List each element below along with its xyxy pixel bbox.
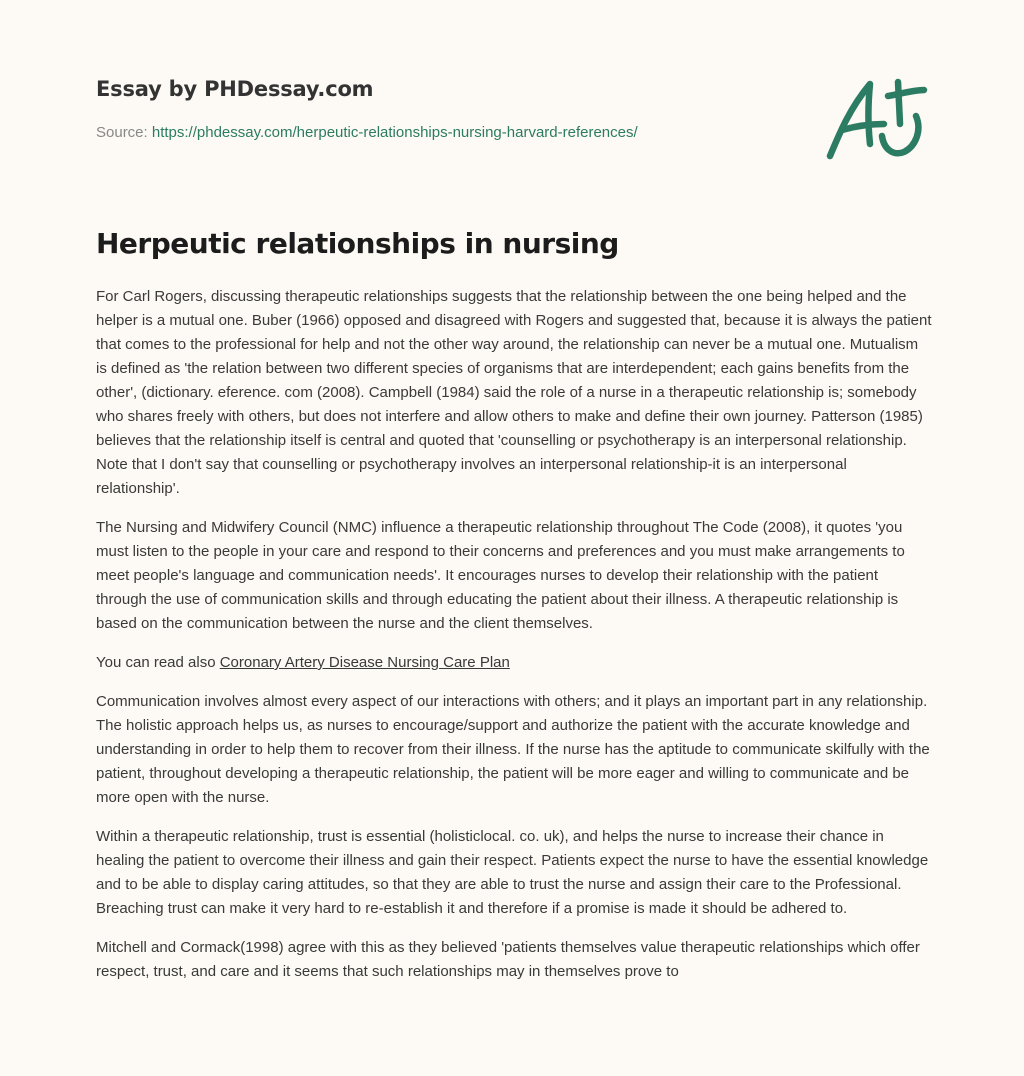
essay-paragraph: Within a therapeutic relationship, trust is essential (holisticlocal. co. uk), and helps the nurse to increase their chance in healing the patient to overcome their illness and gain their respect. Patients expect the nurse to have the essential knowledge and to be able to display caring attitudes, so that they are able to trust the nurse and assign their care to the Professional. Breaching trust can make it very hard to re-establish it and therefore if a promise is made it should be adhered to. (96, 828, 929, 917)
essay-paragraph: The Nursing and Midwifery Council (NMC) influence a therapeutic relationship throughout The Code (2008), it quotes 'you must listen to the people in your care and respond to their concerns and preferences and you must make arrangements to meet people's language and communication needs'. It encourages nurses to develop their relationship with the patient through the use of communication skills and through educating the patient about their illness. A therapeutic relationship is based on the communication between the nurse and the client themselves. (96, 519, 905, 632)
source-link[interactable]: https://phdessay.com/herpeutic-relationships-nursing-harvard-references/ (151, 124, 638, 141)
source-label: Source: (96, 124, 148, 141)
essay-paragraph: For Carl Rogers, discussing therapeutic relationships suggests that the relationship between the one being helped and the helper is a mutual one. Buber (1966) opposed and disagreed with Rogers and suggested that, because it is always the patient that comes to the professional for help and not the other way around, the relationship can never be a mutual one. Mutualism is defined as 'the relation between two different species of organisms that are interdependent; each gains benefits from the other', (dictionary. eference. com (2008). Campbell (1984) said the role of a nurse in a therapeutic relationship is; somebody who shares freely with others, but does not interfere and allow others to make and define their own journey. Patterson (1985) believes that the relationship itself is central and quoted that 'counselling or psychotherapy is an interpersonal relationship. Note that I don't say that counselling or psychotherapy involves an interpersonal relationship-it is an interpersonal relationship'. (96, 288, 932, 497)
read-also (96, 651, 932, 675)
read-also-prefix: You can read also (96, 654, 216, 671)
page-header (96, 74, 816, 143)
essay-content (96, 224, 932, 999)
essay-paragraph: Communication involves almost every aspect of our interactions with others; and it plays an important part in any relationship. The holistic approach helps us, as nurses to encourage/support and authorize the patient with the accurate knowledge and understanding in order to help them to recover from their illness. If the nurse has the aptitude to communicate skilfully with the patient, throughout developing a therapeutic relationship, the patient will be more eager and willing to communicate and be more open with the nurse. (96, 693, 930, 806)
essay-title: Herpeutic relationships in nursing (96, 227, 619, 260)
a-plus-grade-icon (818, 66, 930, 166)
read-also-link[interactable]: Coronary Artery Disease Nursing Care Plan (219, 654, 510, 671)
site-title: Essay by PHDessay.com (96, 77, 374, 101)
essay-paragraph: Mitchell and Cormack(1998) agree with this as they believed 'patients themselves value therapeutic relationships which offer respect, trust, and care and it seems that such relationships may in themselves prove to (96, 939, 920, 980)
source-line (96, 123, 816, 143)
